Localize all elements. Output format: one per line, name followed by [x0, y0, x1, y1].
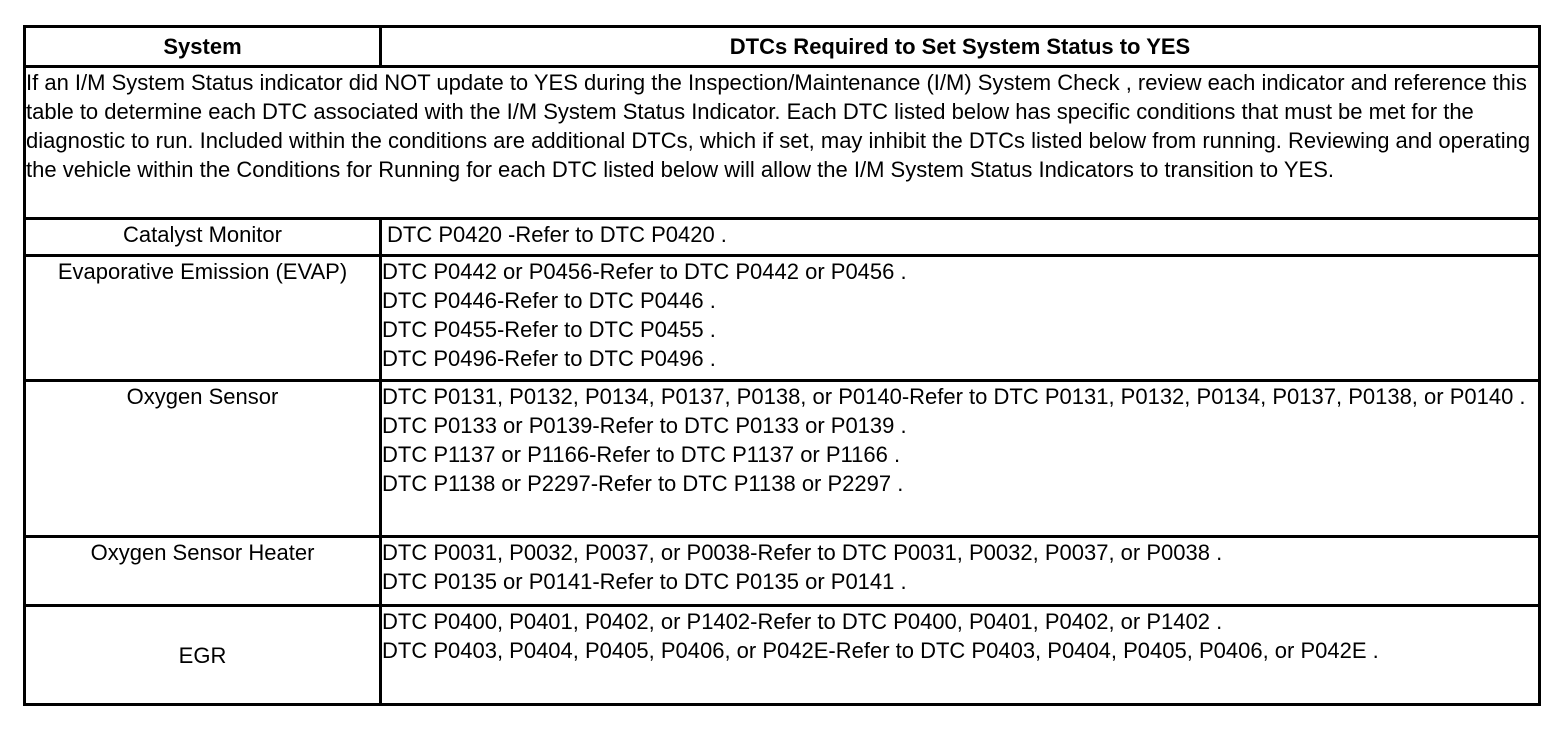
dtcs-column-header: DTCs Required to Set System Status to YES [381, 27, 1540, 67]
dtc-entry: DTC P0135 or P0141-Refer to DTC P0135 or P0141 . [382, 569, 907, 594]
table-row-evap [25, 256, 1540, 381]
dtc-list [381, 256, 1540, 381]
system-name: Evaporative Emission (EVAP) [25, 256, 381, 381]
dtc-entry: DTC P0455-Refer to DTC P0455 . [382, 317, 716, 342]
table-row-oxygen-sensor [25, 381, 1540, 537]
dtc-list [381, 537, 1540, 606]
table-row-catalyst-monitor [25, 219, 1540, 256]
dtc-list [381, 606, 1540, 705]
intro-text: If an I/M System Status indicator did NOT update to YES during the Inspection/Maintenance (I/M) System Check , review each indicator and reference this table to determine each DTC associated with the I/M System Status Indicator. Each DTC listed below has specific conditions that must be met for the diagnostic to run. Included within the conditions are additional DTCs, which if set, may inhibit the DTCs listed below from running. Reviewing and operating the vehicle within the Conditions for Running for each DTC listed below will allow the I/M System Status Indicators to transition to YES. [25, 67, 1540, 219]
dtc-entry: DTC P0131, P0132, P0134, P0137, P0138, or P0140-Refer to DTC P0131, P0132, P0134, P0137, P0138, or P0140 . [382, 384, 1526, 409]
table-row-oxygen-sensor-heater [25, 537, 1540, 606]
dtc-entry: DTC P0420 -Refer to DTC P0420 . [387, 222, 727, 247]
dtc-entry: DTC P0442 or P0456-Refer to DTC P0442 or P0456 . [382, 259, 907, 284]
dtc-entry: DTC P1138 or P2297-Refer to DTC P1138 or P2297 . [382, 471, 904, 496]
dtc-status-table [23, 25, 1541, 706]
system-name: Oxygen Sensor Heater [25, 537, 381, 606]
dtc-entry: DTC P0031, P0032, P0037, or P0038-Refer to DTC P0031, P0032, P0037, or P0038 . [382, 540, 1223, 565]
dtc-entry: DTC P0133 or P0139-Refer to DTC P0133 or P0139 . [382, 413, 907, 438]
system-column-header: System [25, 27, 381, 67]
table-row-egr [25, 606, 1540, 705]
intro-row [25, 67, 1540, 219]
dtc-entry: DTC P0400, P0401, P0402, or P1402-Refer to DTC P0400, P0401, P0402, or P1402 . [382, 609, 1223, 634]
dtc-list [381, 219, 1540, 256]
dtc-entry: DTC P1137 or P1166-Refer to DTC P1137 or P1166 . [382, 442, 901, 467]
system-name: Oxygen Sensor [25, 381, 381, 537]
dtc-list [381, 381, 1540, 537]
table-header-row [25, 27, 1540, 67]
system-name: EGR [25, 606, 381, 705]
dtc-entry: DTC P0496-Refer to DTC P0496 . [382, 346, 716, 371]
system-name: Catalyst Monitor [25, 219, 381, 256]
dtc-entry: DTC P0403, P0404, P0405, P0406, or P042E-Refer to DTC P0403, P0404, P0405, P0406, or P042E . [382, 638, 1379, 663]
dtc-entry: DTC P0446-Refer to DTC P0446 . [382, 288, 716, 313]
